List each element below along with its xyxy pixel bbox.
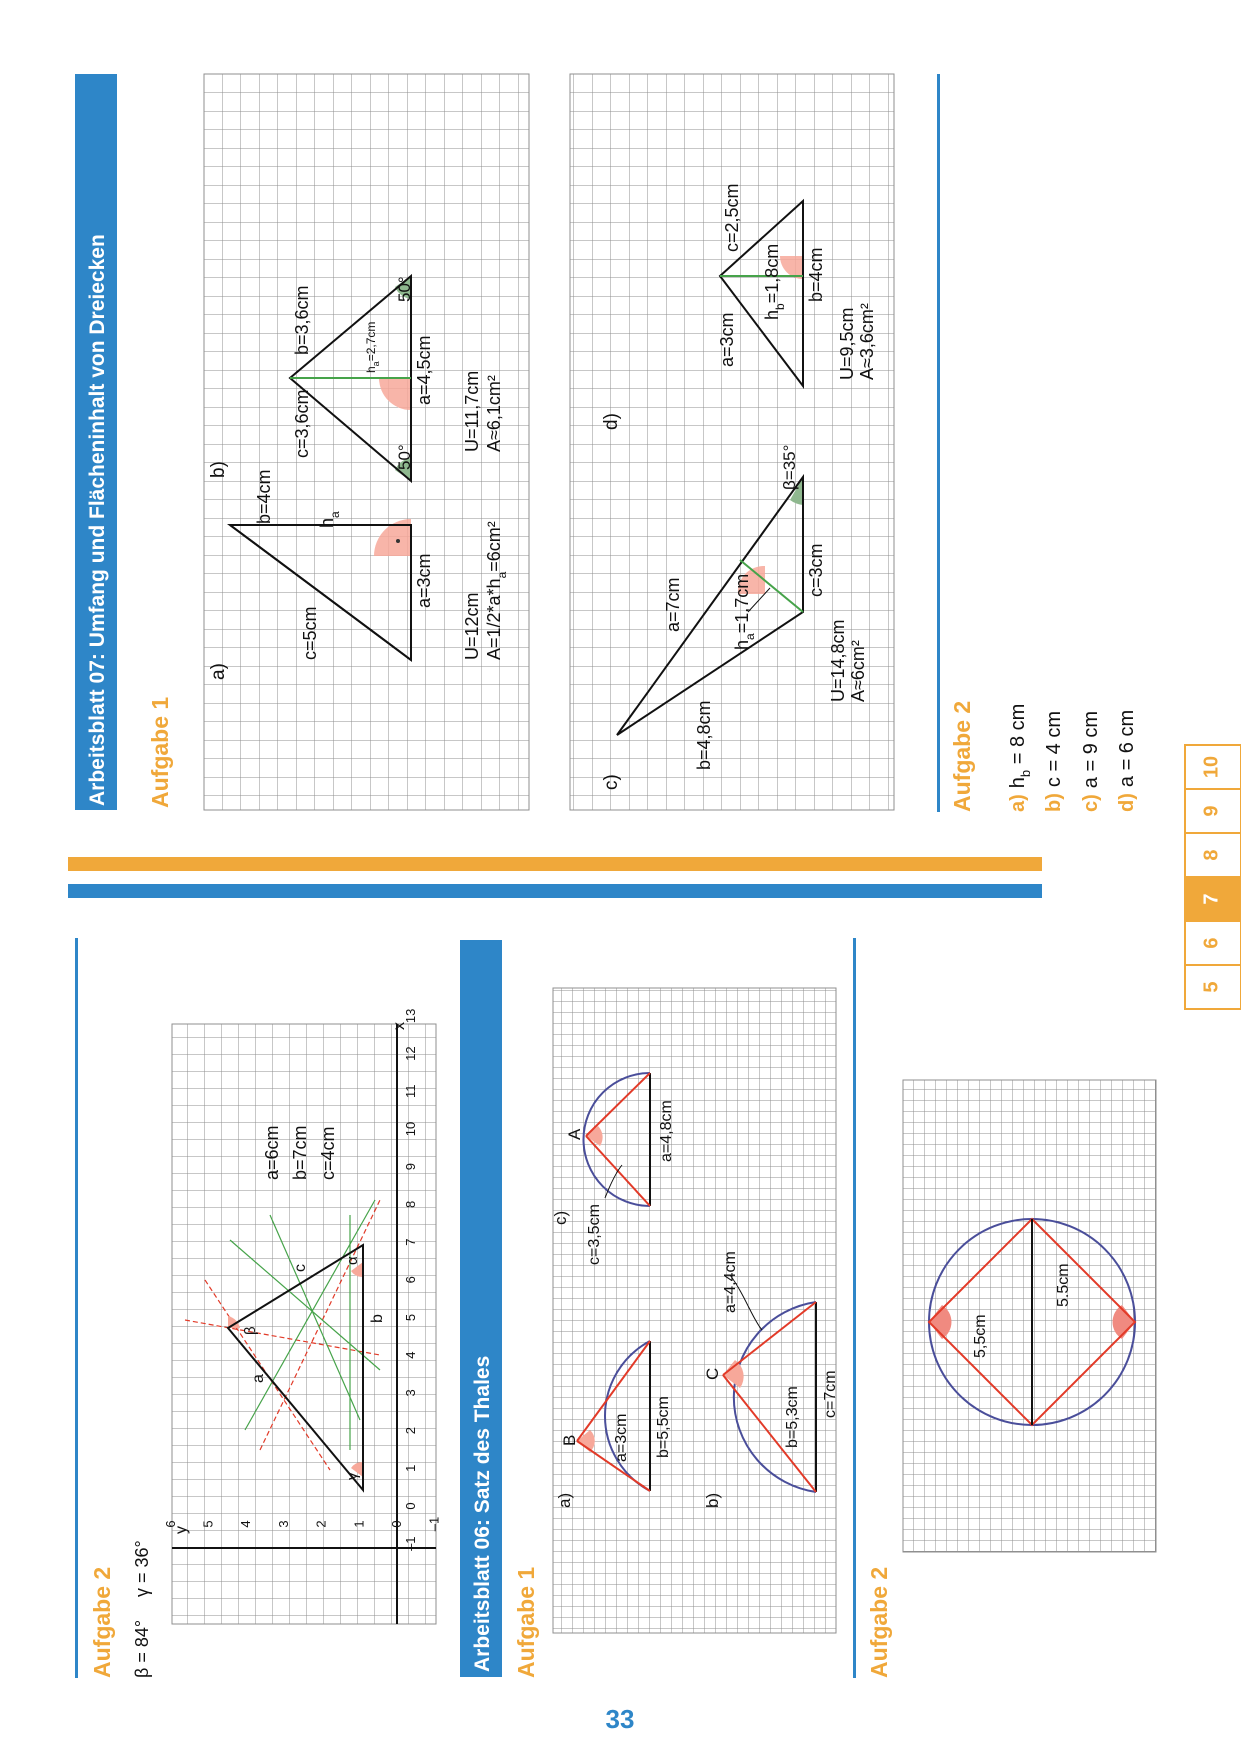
tri-b-ha-val: $h_a=2,7cm$ [364,321,381,373]
tri-a-b: b=4cm [254,469,274,524]
answer-d: d)a = 6 cm [1116,709,1138,812]
x-tick-label: 1 [403,1464,418,1472]
thales-part-b: b) [703,1492,722,1508]
answer-b: b)c = 4 cm [1043,710,1065,812]
thales-a-side2: b=5,5cm [655,1396,672,1458]
x-tick-label: 6 [403,1276,418,1284]
tri-c-b: b=4,8cm [694,700,714,770]
thales-a-vertex: B [560,1434,579,1446]
side-a-length: a=6cm [262,1125,282,1180]
grade-tab-10[interactable]: 10 [1200,755,1223,779]
divider-orange-bar [68,857,1042,871]
left-section [75,938,1156,1678]
thales-b-vertex: C [703,1367,722,1380]
ab07-aufgabe2-list [1007,704,1138,812]
side-c-label: c [292,1264,309,1272]
grade-tab-8[interactable]: 8 [1200,849,1223,861]
x-tick-label: 5 [403,1313,418,1322]
y-tick-label: 0 [389,1520,404,1528]
thales-part-a: a) [555,1492,574,1508]
grade-tab-9[interactable]: 9 [1200,805,1223,817]
tri-a-c: c=5cm [300,606,320,660]
part-d-label: d) [601,413,622,430]
x-tick-label: 12 [403,1046,418,1061]
grade-tab-7[interactable]: 7 [1200,893,1223,905]
tri-b-a: a=4,5cm [414,335,434,405]
x-tick-label: 7 [403,1238,418,1246]
tri-b-A: A≈6,1cm² [484,375,504,452]
tri-d-A: A≈3,6cm² [857,303,877,380]
thales-c-side1: a=4,8cm [658,1100,675,1162]
grade-tabs [1185,745,1241,1009]
ab05-aufgabe2-heading: Aufgabe 2 [89,1566,115,1678]
y-tick-label: 5 [200,1520,216,1528]
gamma-value: γ = 36° [132,1540,152,1597]
y-tick-label: 4 [238,1520,254,1528]
thales-a-side1: a=3cm [613,1413,630,1462]
side-a-label: a [250,1374,267,1383]
x-tick-label: 0 [403,1502,418,1510]
tri-b-b: b=3,6cm [292,285,312,355]
x-tick-label: 9 [403,1163,418,1171]
angle-gamma-label: γ [344,1472,361,1480]
side-c-length: c=4cm [318,1126,338,1180]
thales-b-side3: c=7cm [822,1370,839,1418]
x-tick-label: 4 [403,1351,418,1359]
tri-c-a: a=7cm [663,577,683,632]
y-axis-label: y [173,1526,190,1534]
tri-b-c: c=3,6cm [292,389,312,458]
tri-b-U: U=11,7cm [462,370,482,452]
tri-a-a: a=3cm [414,553,434,608]
tri-b-angle-right: 50° [395,276,414,302]
ab06-aufgabe1-heading: Aufgabe 1 [513,1566,539,1678]
part-c-label: c) [601,774,622,790]
aufgabe2-top-rule [75,938,78,1678]
aufgabe2-rule [937,74,940,812]
y-tick-label: 6 [162,1520,178,1528]
page-number: 33 [605,1704,635,1734]
x-tick-label: 3 [403,1389,418,1397]
y-tick-label: 3 [275,1520,291,1528]
y-tick-label: 2 [313,1520,329,1528]
grade-tab-5[interactable]: 5 [1200,981,1223,993]
ab07-title: Arbeitsblatt 07: Umfang und Flächeninhalt von Dreiecken [86,234,109,806]
x-tick-label: 2 [403,1426,418,1435]
answer-a: $a)h_b = 8$ cm [1007,703,1033,812]
tri-a-A: $A=1/2*a*h_a=6cm^2$ [484,521,509,660]
grade-tab-6[interactable]: 6 [1200,937,1223,949]
tri-c-A: A≈6cm² [848,640,868,702]
x-axis-label: x [391,1022,408,1030]
x-tick-label: 8 [403,1200,418,1209]
part-b-label: b) [208,461,229,478]
ab07-aufgabe1-heading: Aufgabe 1 [147,696,173,808]
tri-d-a: a=3cm [717,312,737,367]
thales-c-vertex: A [565,1128,584,1140]
thales-c-side2: c=3,5cm [586,1204,603,1265]
side-b-label: b [369,1314,386,1323]
square-diagonal-label: 5.5cm [1055,1263,1072,1307]
right-section [75,74,1138,812]
tri-b-ha: $h_a$ [317,511,342,528]
ab06-aufgabe2-heading: Aufgabe 2 [866,1566,892,1678]
ab07-aufgabe2-heading: Aufgabe 2 [949,700,975,812]
x-tick-label: –1 [403,1536,418,1551]
angle-alpha-label: α [344,1256,361,1265]
part-a-label: a) [208,663,229,680]
answer-c: c)a = 9 cm [1080,710,1102,812]
tri-d-b: b=4cm [806,247,826,302]
tri-c-c: c=3cm [806,543,826,597]
thales-part-c: c) [551,1210,570,1225]
x-tick-label: 11 [403,1084,418,1099]
tri-d-c: c=2,5cm [722,183,742,252]
tri-c-U: U=14,8cm [828,619,848,702]
thales-b-side2: b=5,3cm [784,1386,801,1448]
thales-b-side1: a=4,4cm [722,1251,739,1313]
tri-d-U: U=9,5cm [837,307,857,380]
square-side-label: 5,5cm [972,1314,989,1358]
side-b-length: b=7cm [290,1125,310,1180]
divider-blue-bar [68,884,1042,898]
tri-c-ha: $h_a=1,7cm$ [732,573,757,650]
thales-grid [553,988,836,1633]
ab06-aufgabe2-rule [853,938,856,1678]
tri-c-beta: β=35° [780,444,799,490]
angle-beta-label: β [242,1326,259,1335]
ab06-title: Arbeitsblatt 06: Satz des Thales [471,1355,494,1672]
y-tick-label: 1 [351,1520,367,1528]
beta-value: β = 84° [132,1619,152,1678]
x-tick-labels [403,1009,418,1551]
x-tick-label: 13 [403,1008,418,1024]
tri-d-hb: $h_b=1,8cm$ [762,243,787,320]
y-tick-label: –1 [426,1516,442,1532]
x-tick-label: 10 [403,1121,418,1137]
tri-a-U: U=12cm [462,592,482,660]
tri-b-angle-left: 50° [395,444,414,470]
